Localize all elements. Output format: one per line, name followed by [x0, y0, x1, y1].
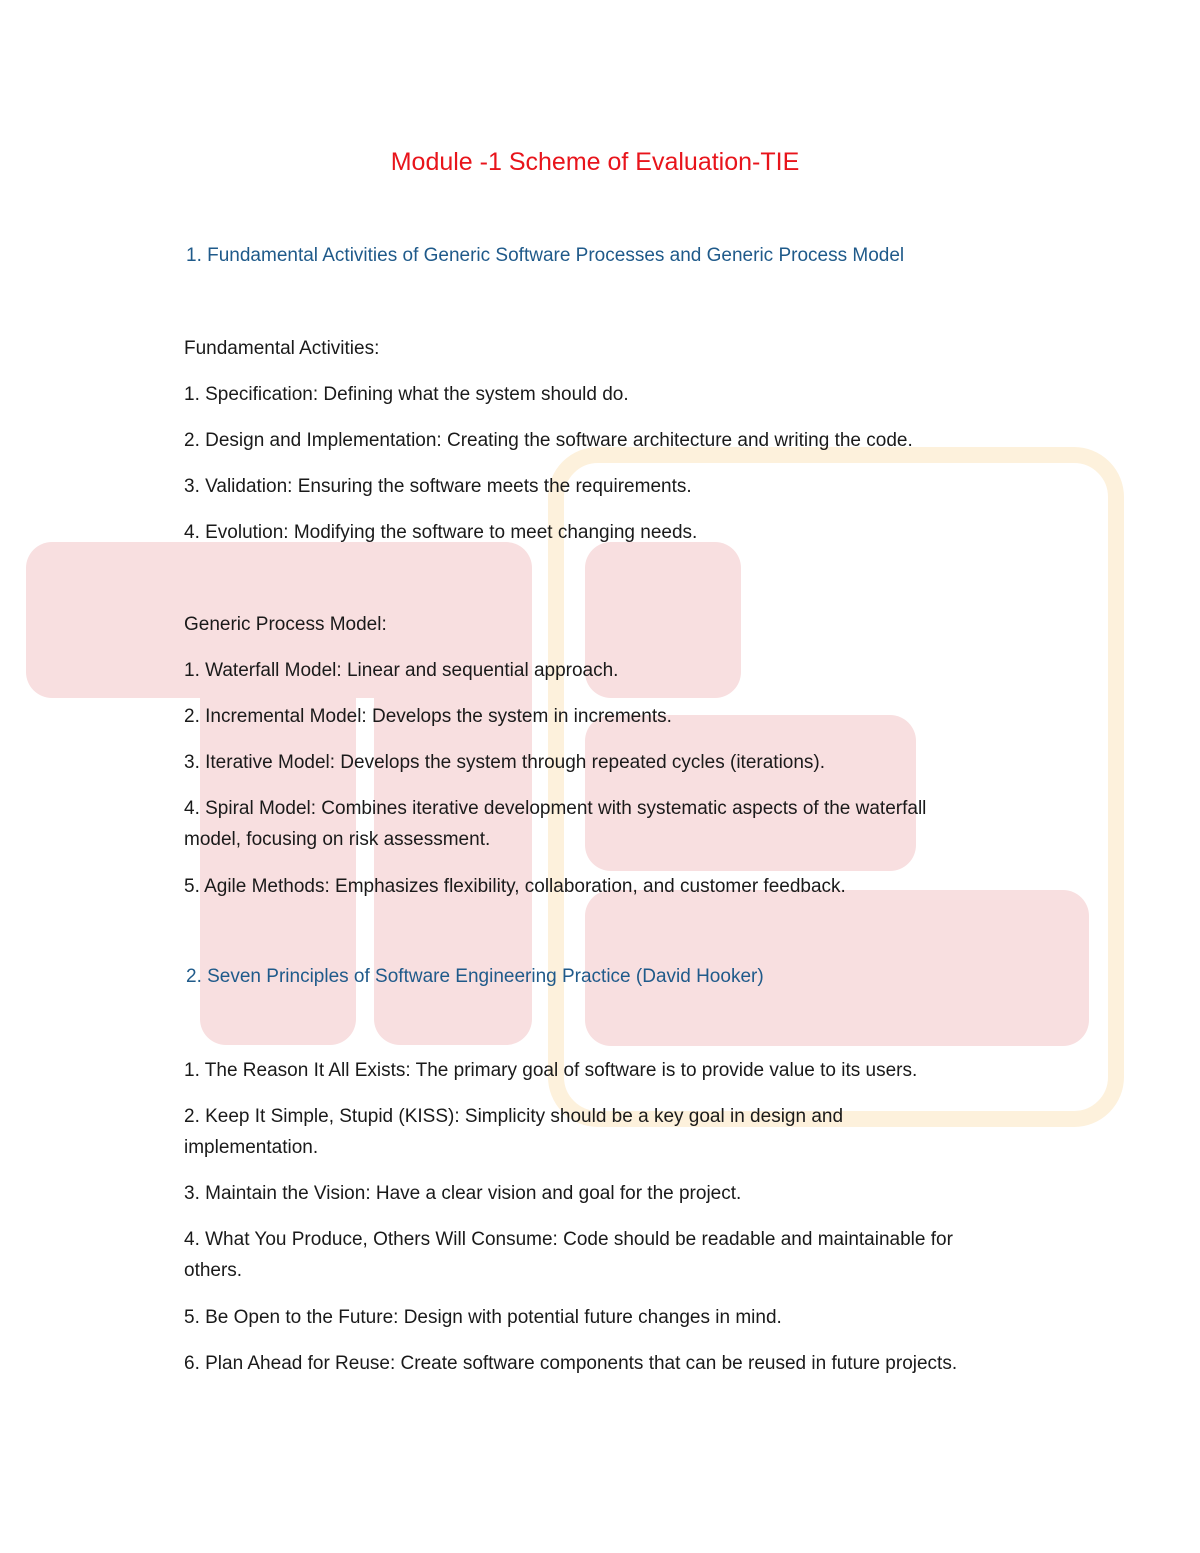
model-item: 1. Waterfall Model: Linear and sequential approach. — [184, 660, 619, 681]
principle-item: 5. Be Open to the Future: Design with potential future changes in mind. — [184, 1307, 782, 1328]
fundamental-item: 1. Specification: Defining what the system should do. — [184, 384, 629, 405]
generic-process-model-label: Generic Process Model: — [184, 614, 387, 635]
principle-item: 4. What You Produce, Others Will Consume: Code should be readable and maintainable for others. — [184, 1229, 953, 1281]
fundamental-item: 3. Validation: Ensuring the software meets the requirements. — [184, 476, 692, 497]
fundamental-item: 4. Evolution: Modifying the software to meet changing needs. — [184, 522, 698, 543]
model-item: 2. Incremental Model: Develops the system in increments. — [184, 706, 672, 727]
model-item: 3. Iterative Model: Develops the system through repeated cycles (iterations). — [184, 752, 826, 773]
document-title: Module -1 Scheme of Evaluation-TIE — [390, 148, 800, 176]
principle-item: 3. Maintain the Vision: Have a clear vision and goal for the project. — [184, 1183, 742, 1204]
section-2-heading: 2. Seven Principles of Software Engineering Practice (David Hooker) — [186, 966, 764, 987]
model-item: 4. Spiral Model: Combines iterative development with systematic aspects of the waterfall model, focusing on risk assessment. — [184, 798, 927, 850]
section-1-heading: 1. Fundamental Activities of Generic Software Processes and Generic Process Model — [186, 245, 905, 266]
fundamental-activities-label: Fundamental Activities: — [184, 338, 380, 359]
model-item: 5. Agile Methods: Emphasizes flexibility, collaboration, and customer feedback. — [184, 876, 846, 897]
fundamental-item: 2. Design and Implementation: Creating the software architecture and writing the code. — [184, 430, 913, 451]
principle-item: 6. Plan Ahead for Reuse: Create software components that can be reused in future projects. — [184, 1353, 958, 1374]
principle-item: 2. Keep It Simple, Stupid (KISS): Simplicity should be a key goal in design and implementation. — [184, 1106, 844, 1158]
principle-item: 1. The Reason It All Exists: The primary goal of software is to provide value to its users. — [184, 1060, 918, 1081]
